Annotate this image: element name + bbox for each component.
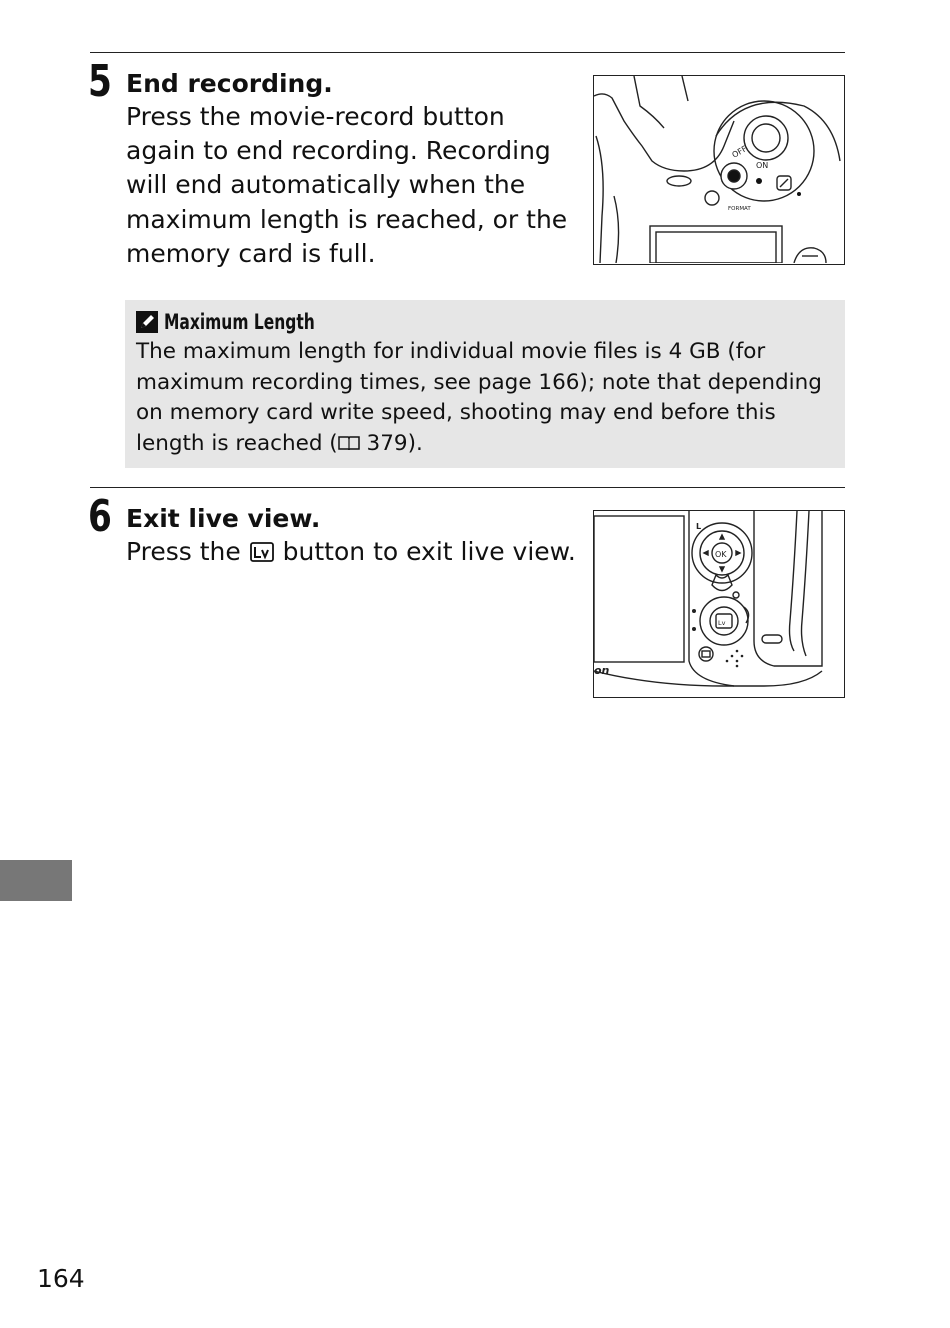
step-6-block [126,503,576,569]
book-reference-icon [338,435,360,451]
note-title: Maximum Length [164,310,315,334]
step-5-number: 5 [88,56,112,107]
step-6-body-before: Press the [126,537,249,566]
step-6-body-after: button to exit live view. [274,537,576,566]
camera-top-movie-record-button-icon [593,75,845,265]
brand-fragment: on [594,664,610,677]
step-6-body [126,535,576,569]
ok-label: OK [715,550,727,559]
note-title-row [136,308,835,336]
lock-l-label: L [696,522,702,531]
step-6-title: Exit live view. [126,504,321,533]
live-view-button-icon [249,541,275,563]
note-text-after: ). [407,430,423,456]
on-label: ON [756,161,769,170]
step-5-body: Press the movie-record button again to end recording. Recording will end automatically when the maximum length is reached, or the memory card is full. [126,102,568,268]
note-ref-page: 379 [359,430,408,456]
note-text [136,337,835,459]
step-6-number: 6 [88,491,112,542]
chapter-tab [0,860,72,901]
page-number: 164 [37,1264,85,1293]
step-5-rule [90,52,845,53]
step-5-block [126,68,576,271]
lv-label: Lv [718,619,726,627]
note-text-before: The maximum length for individual movie files is 4 GB (for maximum recording times, see page 166); note that depending on memory card write speed, shooting may end before this length is reached ( [136,339,822,456]
step-5-title: End recording. [126,69,333,98]
pencil-note-icon [136,311,158,333]
off-label: OFF [730,144,749,160]
format-label: FORMAT [728,206,751,212]
step-6-rule [90,487,845,488]
maximum-length-note [125,300,845,468]
camera-back-live-view-button-icon [593,510,845,698]
